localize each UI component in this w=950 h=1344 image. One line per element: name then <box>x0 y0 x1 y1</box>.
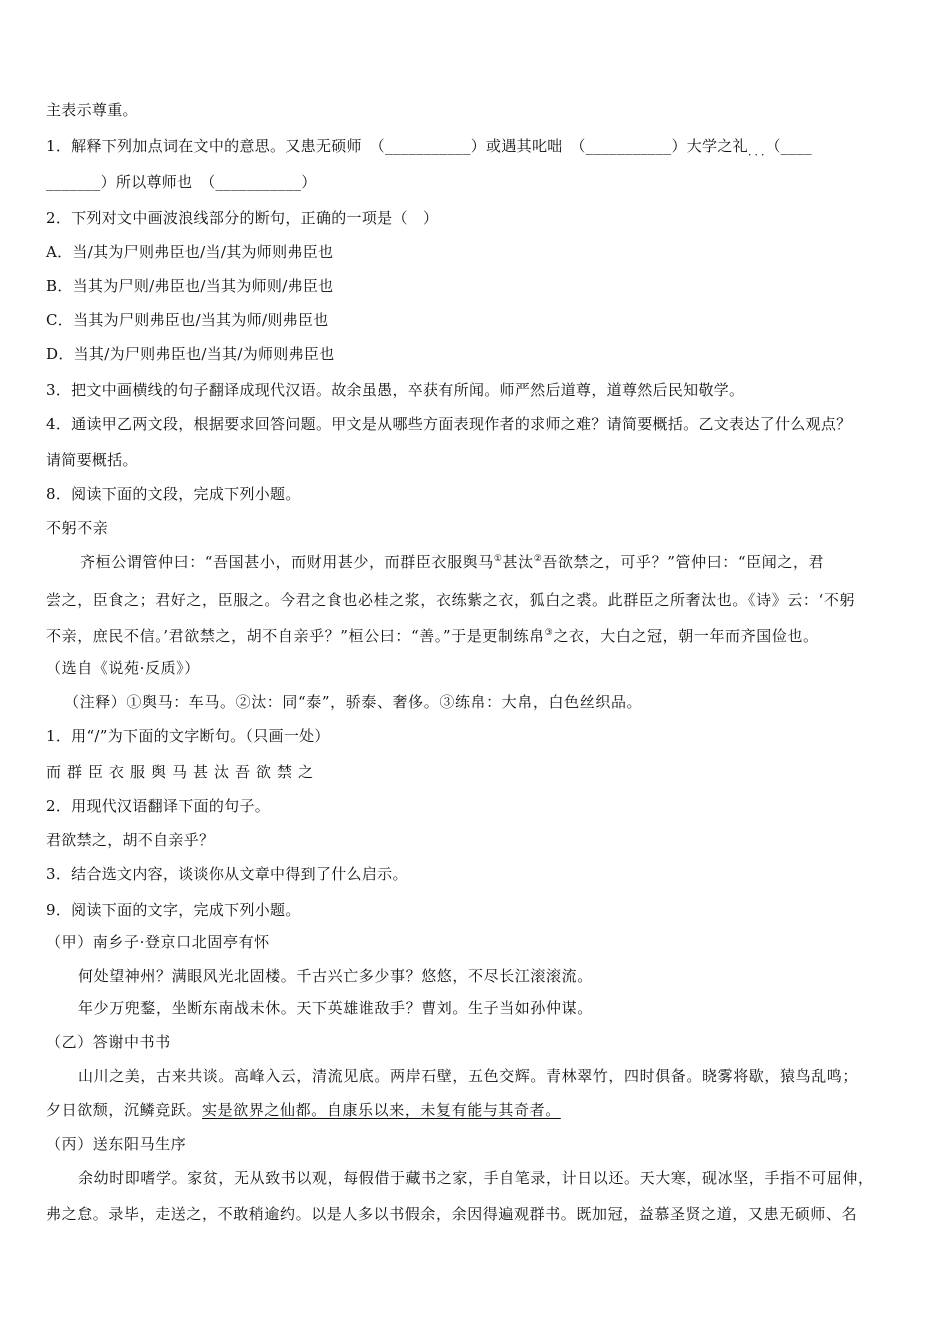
s8-p3-b: 之衣，大白之冠，朝一年而齐国俭也。 <box>553 627 819 645</box>
s8-question-3: 3．结合选文内容，谈谈你从文章中得到了什么启示。 <box>46 865 408 883</box>
s9-yi-l2-plain: 夕日欲颓，沉鳞竞跃。 <box>46 1101 203 1119</box>
s7-question-2: 2．下列对文中画波浪线部分的断句，正确的一项是（ ） <box>46 209 439 227</box>
intro-line: 主表示尊重。 <box>46 101 138 119</box>
s8-q1-text: 而群臣衣服舆马甚汰吾欲禁之 <box>46 763 320 781</box>
note-marker: ③ <box>544 628 554 638</box>
s8-q2-text: 君欲禁之，胡不自亲乎？ <box>46 831 215 849</box>
s7-option-c: C．当其为尸则弗臣也/当其为师/则弗臣也 <box>46 311 329 329</box>
s9-bing-line1: 余幼时即嗜学。家贫，无从致书以观，每假借于藏书之家，手自笔录，计日以还。天大寒，砚冰坚，手指不可屈伸， <box>78 1169 874 1187</box>
s9-jia-line2: 年少万兜鍪，坐断东南战未休。天下英雄谁敌手？曹刘。生子当如孙仲谋。 <box>78 999 593 1017</box>
s8-p1-a: 齐桓公谓管仲曰：“吾国甚小，而财用甚少，而群臣衣服舆马 <box>80 553 494 571</box>
note-marker: ① <box>493 554 503 564</box>
s7-question-1 <box>46 136 914 162</box>
s9-bing-line2: 弗之怠。录毕，走送之，不敢稍逾约。以是人多以书假余，余因得遍观群书。既加冠，益慕圣贤之道，又患无硕师、名 <box>46 1205 858 1223</box>
s7-option-a: A．当/其为尸则弗臣也/当/其为师则弗臣也 <box>46 243 334 261</box>
s7-question-4-line1: 4．通读甲乙两文段，根据要求回答问题。甲文是从哪些方面表现作者的求师之难？请简要概括。乙文表达了什么观点？ <box>46 415 852 433</box>
s7-question-4-line2: 请简要概括。 <box>46 451 138 469</box>
s7-option-b: B．当其为尸则/弗臣也/当其为师则/弗臣也 <box>46 277 334 295</box>
s8-passage-line3 <box>46 626 914 646</box>
s9-bing-title: （丙）送东阳马生序 <box>46 1135 187 1153</box>
s9-jia-line1: 何处望神州？满眼风光北固楼。千古兴亡多少事？悠悠，不尽长江滚滚流。 <box>78 967 593 985</box>
s7-question-3: 3．把文中画横线的句子翻译成现代汉语。故余虽愚，卒获有所闻。师严然后道尊，道尊然后民知敬学。 <box>46 381 745 399</box>
s9-yi-l2-underlined: 实是欲界之仙都。自康乐以来，未复有能与其奇者。 <box>202 1101 561 1119</box>
s8-notes: （注释）①舆马：车马。②汰：同“泰”，骄泰、奢侈。③练帛：大帛，白色丝织品。 <box>64 693 643 711</box>
s9-heading: 9．阅读下面的文字，完成下列小题。 <box>46 901 301 919</box>
note-marker: ② <box>533 554 543 564</box>
s8-passage-line2: 尝之，臣食之；君好之，臣服之。今君之食也必桂之浆，衣练紫之衣，狐白之裘。此群臣之所奢汰也。《诗》云：‘不躬 <box>46 591 856 609</box>
emphasis-dots: ．．． <box>747 145 773 158</box>
s8-p3-a: 不亲，庶民不信。’君欲禁之，胡不自亲乎？”桓公曰：“善。”于是更制练帛 <box>46 627 545 645</box>
s7-q1-part2: （____ <box>772 137 812 155</box>
s7-q1-part1: 1．解释下列加点词在文中的意思。又患无硕师 （___________）或遇其叱咄 （___________）大学之礼 <box>46 137 748 155</box>
s8-question-2: 2．用现代汉语翻译下面的句子。 <box>46 797 271 815</box>
s8-p1-b: 甚汰 <box>502 553 534 571</box>
s7-option-d: D．当其/为尸则弗臣也/当其/为师则弗臣也 <box>46 345 335 363</box>
s9-yi-line2 <box>46 1100 914 1120</box>
s7-q1-line2: _______）所以尊师也 （___________） <box>46 173 317 191</box>
s8-heading: 8．阅读下面的文段，完成下列小题。 <box>46 485 301 503</box>
s9-yi-title: （乙）答谢中书书 <box>46 1033 171 1051</box>
s8-title: 不躬不亲 <box>46 519 109 537</box>
s9-jia-title: （甲）南乡子·登京口北固亭有怀 <box>46 933 270 951</box>
s8-passage-line1 <box>80 552 914 572</box>
s8-question-1: 1．用“/”为下面的文字断句。（只画一处） <box>46 727 330 745</box>
s8-source: （选自《说苑·反质》） <box>46 659 200 677</box>
s8-p1-c: 吾欲禁之，可乎？”管仲曰：“臣闻之，君 <box>542 553 825 571</box>
s9-yi-line1: 山川之美，古来共谈。高峰入云，清流见底。两岸石壁，五色交辉。青林翠竹，四时俱备。晓雾将歇，猿鸟乱鸣； <box>78 1067 859 1085</box>
